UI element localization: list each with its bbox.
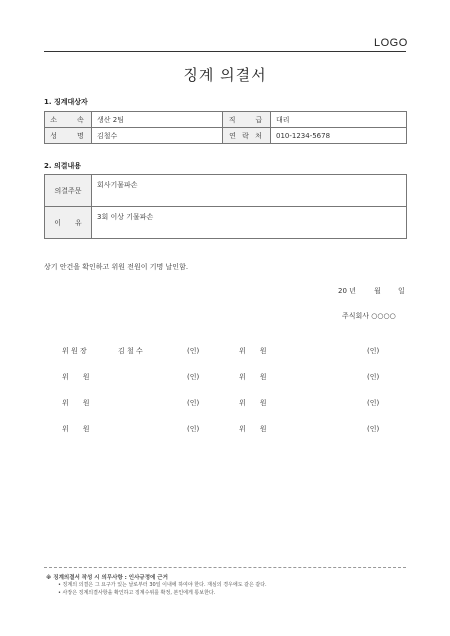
reason-value: 3회 이상 기물파손: [92, 207, 407, 239]
right-seal: (인): [367, 425, 380, 433]
table-row: [45, 175, 407, 207]
logo: LOGO: [374, 37, 408, 49]
table-row: [45, 207, 407, 239]
rank-value: 대리: [271, 112, 407, 128]
date-day: 일: [398, 287, 405, 295]
name-value: 김철수: [92, 128, 223, 144]
left-role: 위 원 장: [62, 347, 87, 355]
right-role: 위 원: [239, 425, 267, 433]
signature-row: [0, 372, 450, 382]
table-row: [45, 112, 407, 128]
left-role: 위 원: [62, 425, 90, 433]
contact-label: 연 락 처: [223, 128, 271, 144]
right-role: 위 원: [239, 373, 267, 381]
signature-row: [0, 346, 450, 356]
name-label: 성 명: [45, 128, 92, 144]
decision-table: [44, 174, 407, 239]
table-row: [45, 128, 407, 144]
section1-heading: 1. 징계대상자: [44, 98, 88, 106]
subject-table: [44, 111, 407, 144]
left-role: 위 원: [62, 399, 90, 407]
footer-note-title: ※ 징계의결서 작성 시 의무사항 : 인사규정에 근거: [46, 575, 168, 581]
document-title: 징계 의결서: [183, 66, 267, 84]
footer-bullet: • 사장은 징계의결사항을 확인하고 징계수위를 확정, 본인에게 통보한다.: [58, 590, 216, 596]
signature-row: [0, 398, 450, 408]
rank-label: 직 급: [223, 112, 271, 128]
left-seal: (인): [187, 399, 200, 407]
company-name: 주식회사 ○○○○: [342, 312, 396, 320]
department-value: 생산 2팀: [92, 112, 223, 128]
decision-order-label: 의결주문: [45, 175, 92, 207]
footer-bullet: • 징계의 의결은 그 요구가 있는 날로부터 30일 이내에 하여야 한다. 재심의 경우에도 같은 같다.: [58, 582, 267, 588]
department-label: 소 속: [45, 112, 92, 128]
date-month: 월: [374, 287, 381, 295]
statement-text: 상기 안건을 확인하고 위원 전원이 기명 날인함.: [44, 263, 189, 271]
signature-row: [0, 424, 450, 434]
left-member-name: 김 철 수: [118, 347, 143, 355]
header-rule: [44, 51, 406, 52]
right-role: 위 원: [239, 399, 267, 407]
decision-order-value: 회사기물파손: [92, 175, 407, 207]
left-seal: (인): [187, 347, 200, 355]
footer-divider: [44, 567, 406, 568]
section2-heading: 2. 의결내용: [44, 162, 82, 170]
right-seal: (인): [367, 373, 380, 381]
reason-label: 이 유: [45, 207, 92, 239]
right-role: 위 원: [239, 347, 267, 355]
date-year: 20 년: [338, 287, 356, 295]
contact-value: 010-1234-5678: [271, 128, 407, 144]
left-role: 위 원: [62, 373, 90, 381]
left-seal: (인): [187, 373, 200, 381]
left-seal: (인): [187, 425, 200, 433]
right-seal: (인): [367, 399, 380, 407]
right-seal: (인): [367, 347, 380, 355]
